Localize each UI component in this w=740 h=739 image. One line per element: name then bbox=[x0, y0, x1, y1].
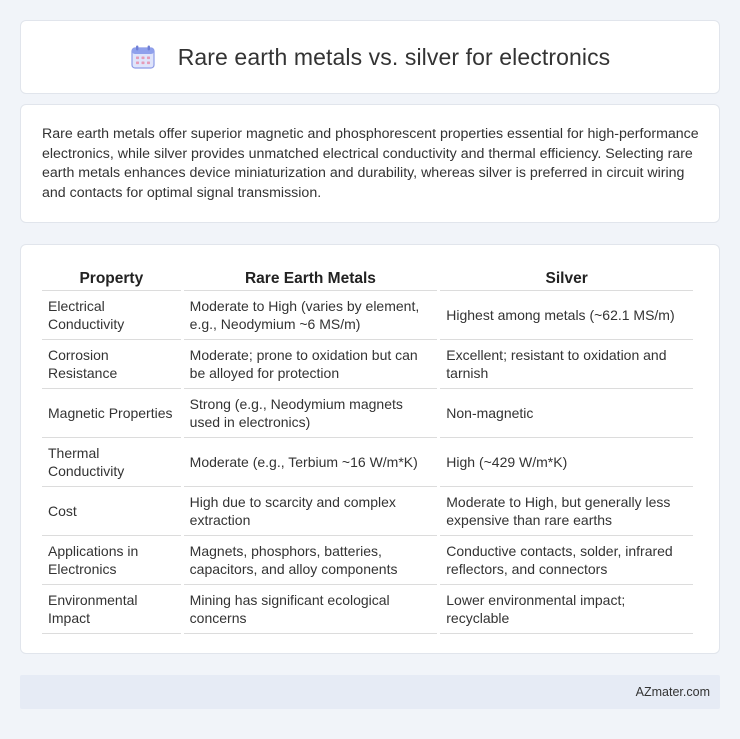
cell-rare-earth: Moderate; prone to oxidation but can be alloyed for protection bbox=[184, 340, 438, 389]
cell-rare-earth: Moderate to High (varies by element, e.g., Neodymium ~6 MS/m) bbox=[184, 291, 438, 340]
cell-silver: Highest among metals (~62.1 MS/m) bbox=[440, 291, 693, 340]
cell-silver: Lower environmental impact; recyclable bbox=[440, 585, 693, 634]
table-row bbox=[42, 487, 693, 536]
summary-text: Rare earth metals offer superior magnetic and phosphorescent properties essential for high-performance electronics, while silver provides unmatched electrical conductivity and thermal efficiency. Selecting rare earth metals enhances device miniaturization and durability, whereas silver is preferred in circuit wiring and contacts for optimal signal transmission. bbox=[42, 126, 699, 201]
cell-property: Corrosion Resistance bbox=[42, 340, 181, 389]
comparison-table bbox=[39, 265, 696, 634]
comparison-table-card bbox=[20, 244, 720, 654]
cell-silver: High (~429 W/m*K) bbox=[440, 438, 693, 487]
cell-silver: Conductive contacts, solder, infrared reflectors, and connectors bbox=[440, 536, 693, 585]
footer-brand[interactable]: AZmater.com bbox=[635, 685, 710, 699]
footer-bar bbox=[20, 675, 720, 709]
cell-property: Cost bbox=[42, 487, 181, 536]
cell-property: Magnetic Properties bbox=[42, 389, 181, 438]
table-row bbox=[42, 340, 693, 389]
cell-property: Thermal Conductivity bbox=[42, 438, 181, 487]
page-title: Rare earth metals vs. silver for electronics bbox=[177, 43, 611, 70]
cell-silver: Excellent; resistant to oxidation and tarnish bbox=[440, 340, 693, 389]
header-silver: Silver bbox=[440, 265, 693, 291]
cell-silver: Moderate to High, but generally less expensive than rare earths bbox=[440, 487, 693, 536]
header-property: Property bbox=[42, 265, 181, 291]
cell-rare-earth: Strong (e.g., Neodymium magnets used in electronics) bbox=[184, 389, 438, 438]
cell-property: Environmental Impact bbox=[42, 585, 181, 634]
cell-rare-earth: Mining has significant ecological concerns bbox=[184, 585, 438, 634]
header-rare-earth-metals: Rare Earth Metals bbox=[184, 265, 438, 291]
summary-card bbox=[20, 104, 720, 223]
table-row bbox=[42, 438, 693, 487]
table-row bbox=[42, 291, 693, 340]
cell-property: Electrical Conductivity bbox=[42, 291, 181, 340]
cell-silver: Non-magnetic bbox=[440, 389, 693, 438]
table-row bbox=[42, 536, 693, 585]
calendar-icon bbox=[130, 44, 156, 70]
title-wrap bbox=[130, 44, 611, 71]
cell-rare-earth: High due to scarcity and complex extraction bbox=[184, 487, 438, 536]
cell-property: Applications in Electronics bbox=[42, 536, 181, 585]
cell-rare-earth: Moderate (e.g., Terbium ~16 W/m*K) bbox=[184, 438, 438, 487]
table-row bbox=[42, 389, 693, 438]
cell-rare-earth: Magnets, phosphors, batteries, capacitors, and alloy components bbox=[184, 536, 438, 585]
table-header-row bbox=[42, 265, 693, 291]
table-row bbox=[42, 585, 693, 634]
title-card bbox=[20, 20, 720, 94]
